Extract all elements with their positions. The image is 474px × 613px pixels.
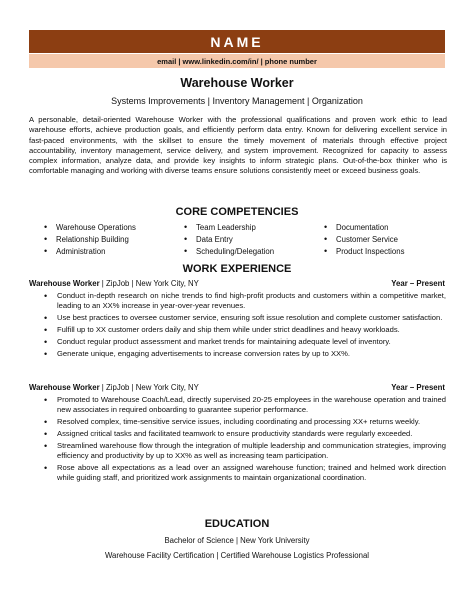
contact-banner: [29, 54, 445, 68]
job-details: | ZipJob | New York City, NY: [99, 383, 199, 392]
job-header: [29, 279, 445, 288]
job-dates: Year – Present: [391, 383, 445, 392]
list-item: • Promoted to Warehouse Coach/Lead, directly supervised 20-25 employees in the warehouse operation and trained new associates in required onboarding to guarantee superior performance.: [57, 395, 446, 415]
competency-item: • Documentation: [324, 222, 454, 233]
competency-item: • Administration: [44, 246, 184, 257]
contact-info: email | www.linkedin.com/in/ | phone number: [157, 56, 317, 66]
education-heading: EDUCATION: [204, 518, 270, 530]
job-dates: Year – Present: [391, 279, 445, 288]
job-title: Warehouse Worker: [29, 383, 100, 392]
job-info: [29, 383, 199, 392]
list-item: • Fulfill up to XX customer orders daily and ship them while under strict deadlines and heavy workloads.: [57, 325, 446, 335]
list-item: • Conduct in-depth research on niche trends to find high-profit products and customers within a competitive market, leading to an XX% increase in year-over-year revenues.: [57, 291, 446, 311]
competency-item: • Scheduling/Delegation: [184, 246, 324, 257]
job-bullets: [57, 291, 446, 361]
list-item: • Rose above all expectations as a lead over an assigned warehouse function; trained and helmed work direction while guiding staff, and prioritized work assignments to maintain organizational coordination.: [57, 463, 446, 483]
list-item: • Assigned critical tasks and facilitated teamwork to ensure productivity standards were regularly exceeded.: [57, 429, 446, 439]
competency-item: • Data Entry: [184, 234, 324, 245]
resume-tagline: Systems Improvements | Inventory Management | Organization: [111, 96, 363, 106]
candidate-name: NAME: [210, 33, 264, 50]
job-details: | ZipJob | New York City, NY: [99, 279, 199, 288]
competency-item: • Product Inspections: [324, 246, 454, 257]
resume-title: Warehouse Worker: [180, 76, 294, 90]
list-item: • Use best practices to oversee customer service, ensuring soft issue resolution and complete customer satisfaction.: [57, 313, 446, 323]
education-certifications: Warehouse Facility Certification | Certified Warehouse Logistics Professional: [104, 551, 370, 560]
job-bullets: [57, 395, 446, 485]
name-banner: [29, 30, 445, 53]
job-header: [29, 383, 445, 392]
work-experience-heading: WORK EXPERIENCE: [182, 263, 292, 275]
competency-item: • Team Leadership: [184, 222, 324, 233]
competency-item: • Customer Service: [324, 234, 454, 245]
education-degree: Bachelor of Science | New York University: [164, 536, 310, 545]
job-title: Warehouse Worker: [29, 279, 100, 288]
competencies-list: [44, 222, 454, 258]
list-item: • Resolved complex, time-sensitive service issues, including coordinating and processing XX+ returns weekly.: [57, 417, 446, 427]
competency-item: • Relationship Building: [44, 234, 184, 245]
professional-summary: A personable, detail-oriented Warehouse Worker with the professional qualifications and proven work ethic to lead warehouse efforts, achieve production goals, and efficiently perform data entry. Known for delivering excellent service in fast-paced environments, with the skillset to ensure the timely movement of materials through effective project accountability, inventory management, service delivery, and system improvement. Recognized for capacity to assess complex information, analyze data, and provide key insights to inform strategic plans. Out-of-the-box thinker who is comfortable managing and working with diverse teams ensure solutions consistently meet or exceed business goals.: [29, 115, 447, 176]
job-info: [29, 279, 199, 288]
list-item: • Generate unique, engaging advertisements to increase conversion rates by up to XX%.: [57, 349, 446, 359]
competency-item: • Warehouse Operations: [44, 222, 184, 233]
list-item: • Conduct regular product assessment and market trends for maintaining adequate level of inventory.: [57, 337, 446, 347]
list-item: • Streamlined warehouse flow through the integration of multiple leadership and communication strategies, improving efficiency and productivity by up to XX% as well as increasing team participation.: [57, 441, 446, 461]
core-competencies-heading: CORE COMPETENCIES: [175, 206, 299, 218]
